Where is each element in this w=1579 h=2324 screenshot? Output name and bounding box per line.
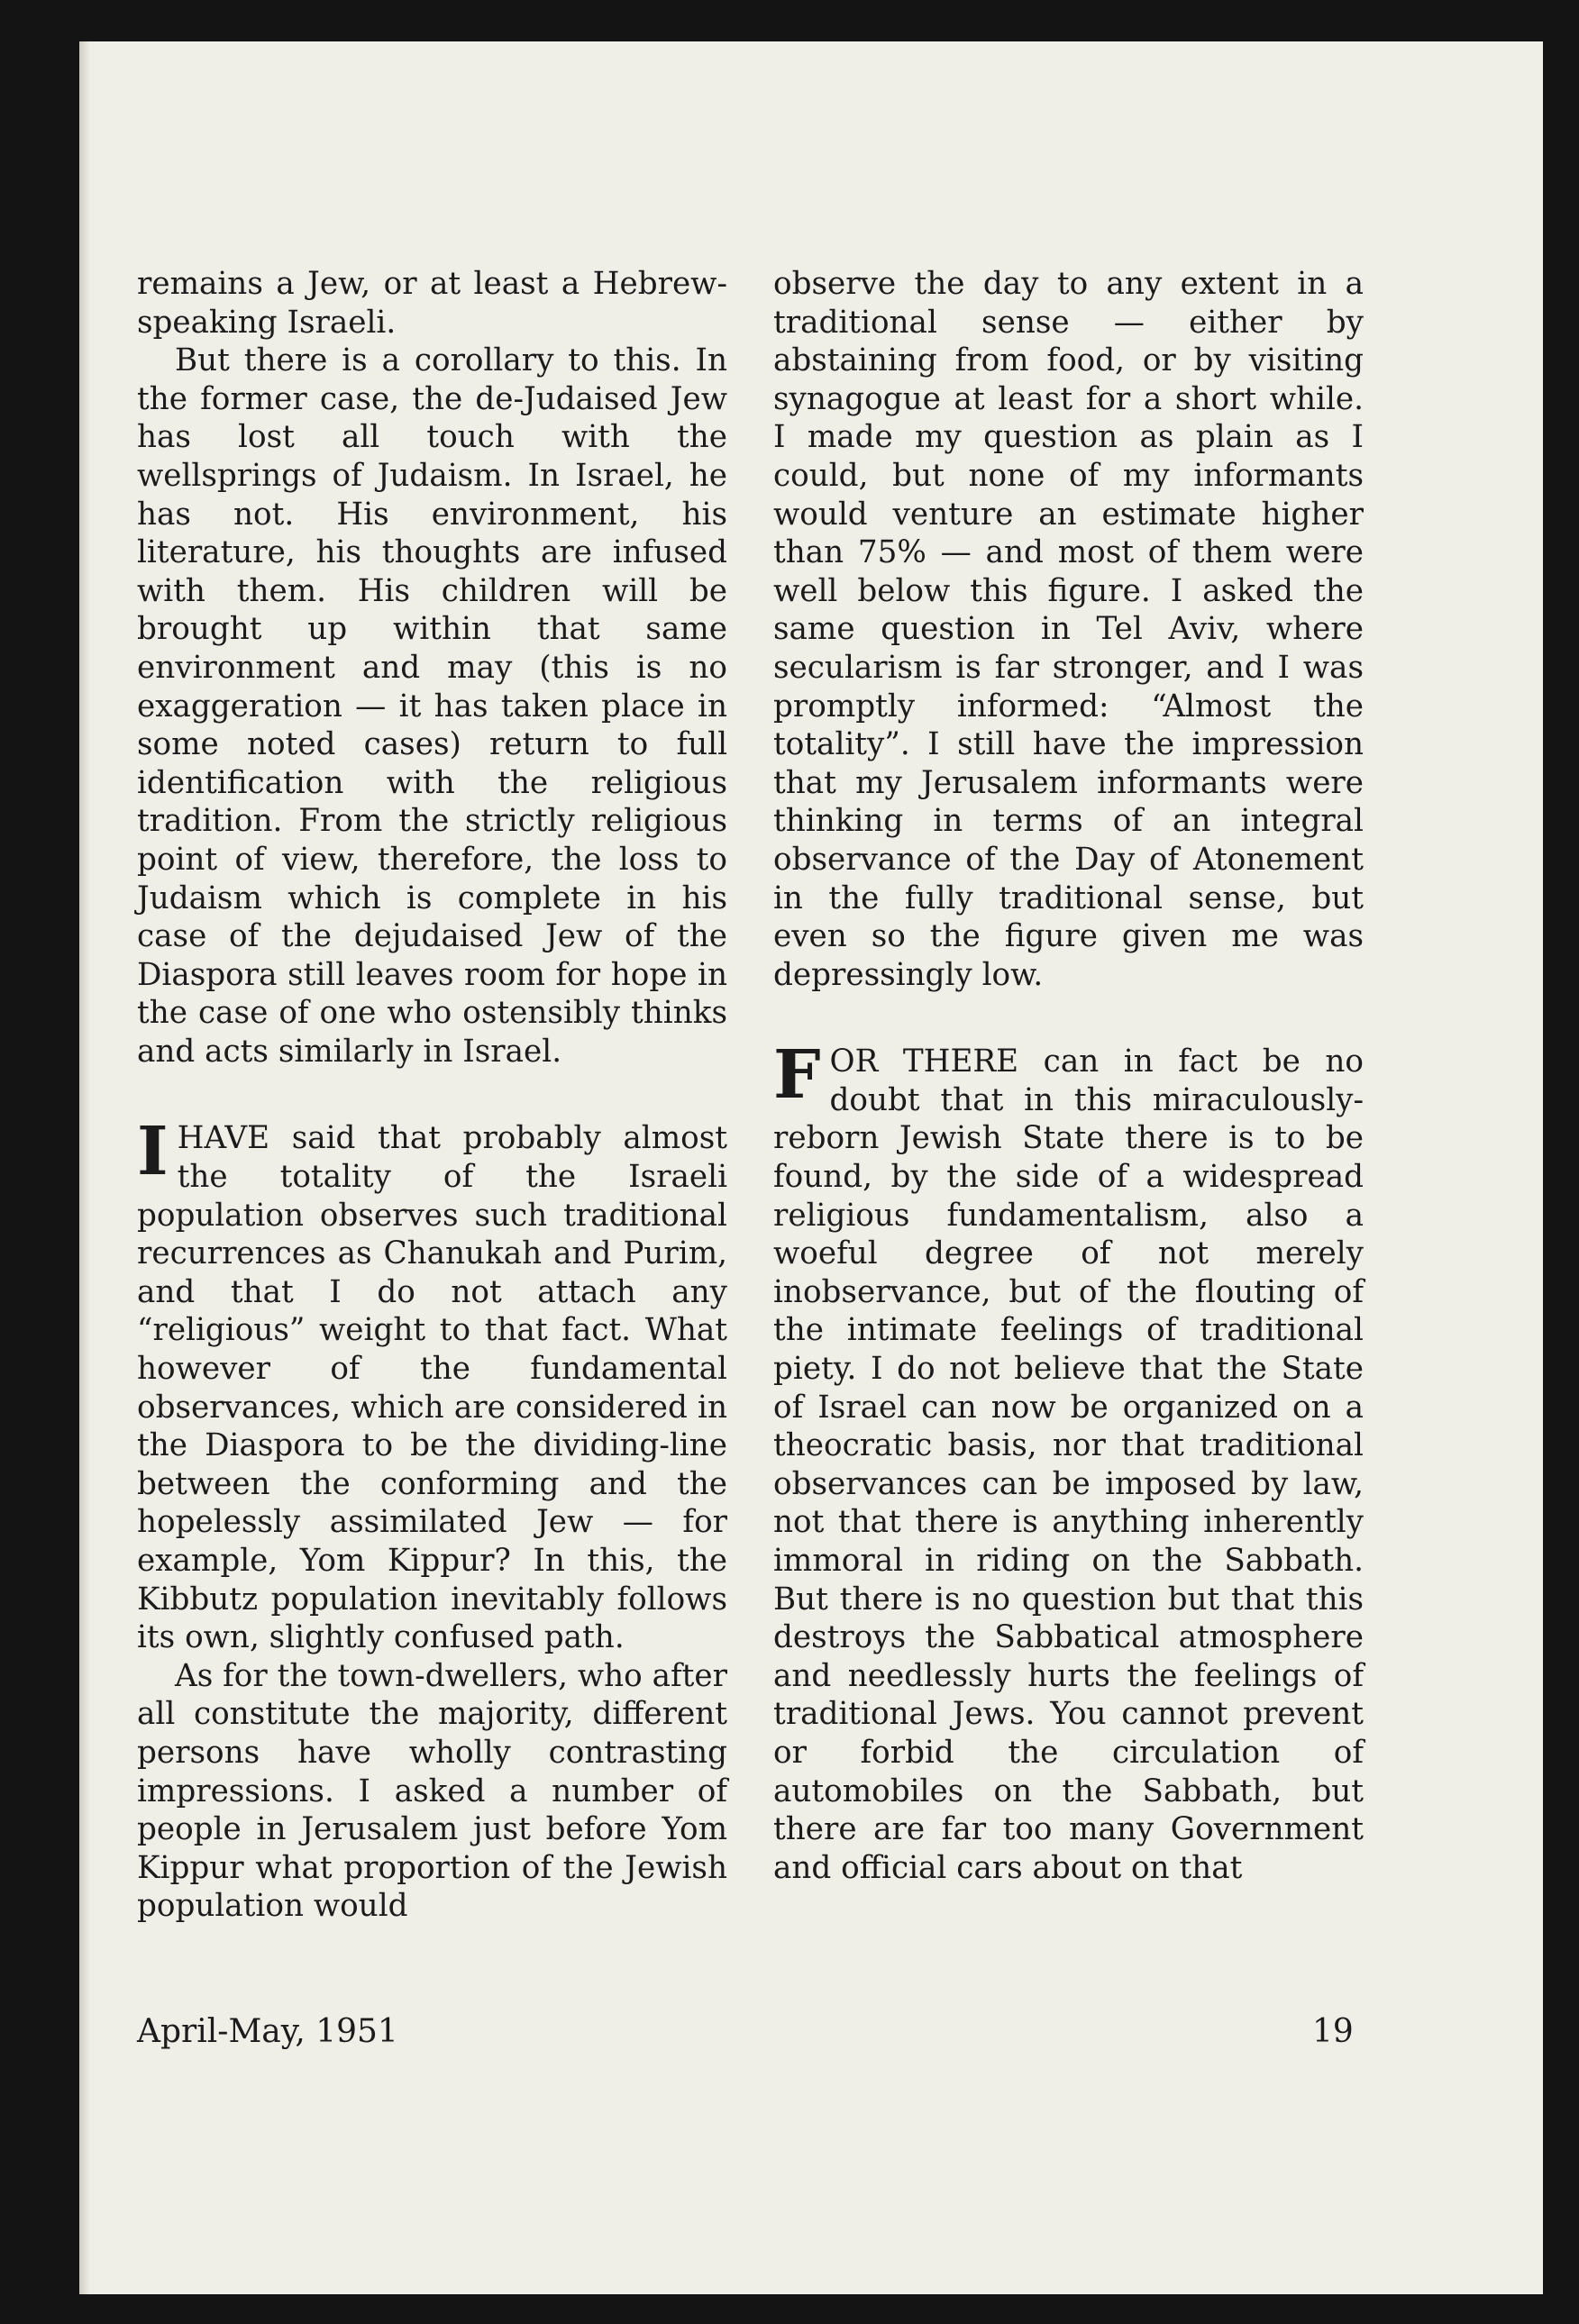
- issue-date: April-May, 1951: [137, 2013, 398, 2050]
- drop-cap: F: [773, 1036, 821, 1115]
- paragraph-text: OR THERE can in fact be no doubt that in this miraculously-reborn Jewish State there is to be found, by the side of a widespread religious fundamentalism, also a woeful degree of not merely inobservance, but of the flouting of the intimate feelings of traditional piety. I do not believe that the State of Israel can now be organized on a theocratic basis, nor that traditional observances can be imposed by law, not that there is anything inherently immoral in riding on the Sabbath. But there is no question but that this destroys the Sabbatical atmosphere and needlessly hurts the feelings of traditional Jews. You cannot prevent or forbid the circulation of automobiles on the Sabbath, but there are far too many Government and official cars about on that: [773, 1044, 1364, 1886]
- right-column: [773, 265, 1364, 1887]
- paragraph: As for the town-dwellers, who after all constitute the majority, different persons have wholly contrasting impressions. I asked a number of people in Jerusalem just before Yom Kippur what proportion of the Jewish population would: [137, 1657, 727, 1925]
- paragraph-with-dropcap: [773, 1036, 1364, 1887]
- paragraph: remains a Jew, or at least a Hebrew-speaking Israeli.: [137, 266, 727, 341]
- drop-cap: I: [137, 1113, 169, 1191]
- page-number: 19: [1312, 2013, 1354, 2050]
- magazine-page: [79, 41, 1543, 2294]
- page-spine-shadow: [79, 41, 90, 2294]
- paragraph: But there is a corollary to this. In the former case, the de-Judaised Jew has lost all touch with the wellsprings of Judaism. In Israel, he has not. His environment, his literature, his thoughts are infused with them. His children will be brought up within that same environment and may (this is no exaggeration — it has taken place in some noted cases) return to full identification with the religious tradition. From the strictly religious point of view, therefore, the loss to Judaism which is complete in his case of the dejudaised Jew of the Diaspora still leaves room for hope in the case of one who ostensibly thinks and acts similarly in Israel.: [137, 342, 727, 1070]
- paragraph-text: HAVE said that probably almost the totality of the Israeli population observes such traditional recurrences as Chanukah and Purim, and that I do not attach any “religious” weight to that fact. What however of the fundamental observances, which are considered in the Diaspora to be the dividing-line between the conforming and the hopelessly assimilated Jew — for example, Yom Kippur? In this, the Kibbutz population inevitably follows its own, slightly confused path.: [137, 1120, 727, 1656]
- paragraph: observe the day to any extent in a traditional sense — either by abstaining from food, or by visiting synagogue at least for a short while. I made my question as plain as I could, but none of my informants would venture an estimate higher than 75% — and most of them were well below this figure. I asked the same question in Tel Aviv, where secularism is far stronger, and I was promptly informed: “Almost the totality”. I still have the impression that my Jerusalem informants were thinking in terms of an integral observance of the Day of Atonement in the fully traditional sense, but even so the figure given me was depressingly low.: [773, 266, 1364, 993]
- paragraph-with-dropcap: [137, 1113, 727, 1656]
- left-column: [137, 265, 727, 1926]
